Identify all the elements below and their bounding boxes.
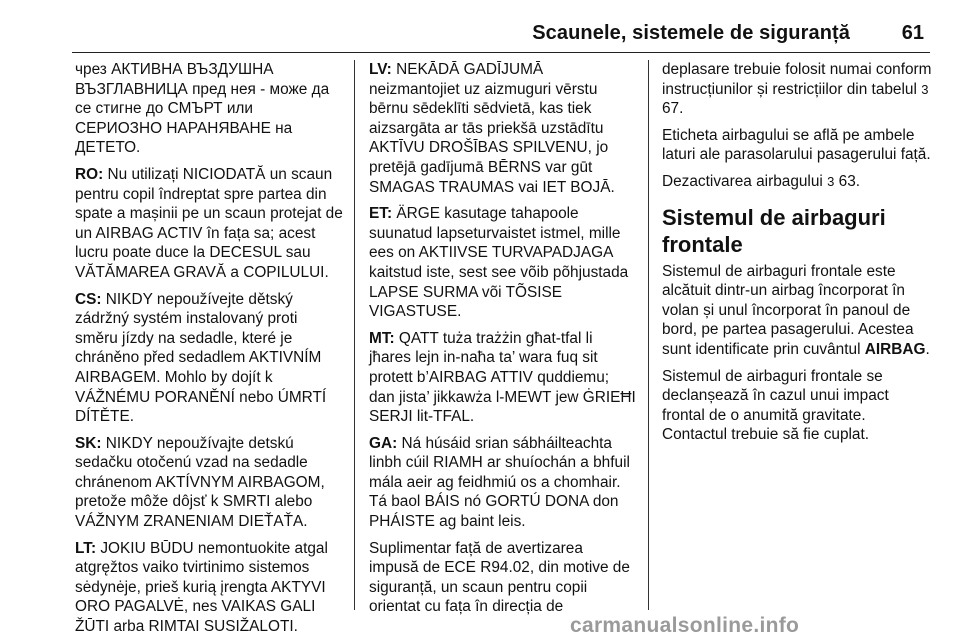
paragraph-mt bbox=[369, 329, 636, 427]
lang-code-mt: MT: bbox=[369, 329, 395, 347]
column-3 bbox=[662, 60, 932, 452]
lang-code-ro: RO: bbox=[75, 165, 104, 183]
paragraph-cs-text: NIKDY nepoužívejte dětský zádržný systém instalovaný proti směru jízdy na sedadle, které je chráněno před sedadlem AKTIVNÍM AIRBAGEM. Mohlo by dojít k VÁŽNÉMU PORANĚNÍ nebo ÚMRTÍ DÍTĚTE. bbox=[75, 290, 327, 426]
lang-code-lt: LT: bbox=[75, 539, 97, 557]
paragraph-sk bbox=[75, 434, 343, 532]
paragraph-system bbox=[662, 262, 932, 360]
paragraph-deploy: Sistemul de airbaguri frontale se declanșează în cazul unui impact frontal de o anumită gravitate. Contactul trebuie să fie cuplat. bbox=[662, 367, 889, 444]
column-divider-1 bbox=[354, 60, 355, 610]
airbag-word: AIRBAG bbox=[864, 340, 926, 358]
column-1 bbox=[75, 60, 343, 644]
system-text: Sistemul de airbaguri frontale este alcătuit dintr-un airbag încorporat în volan și unul încorporat în panoul de bord, pe partea pasagerului. Acestea sunt identificate prin cuvântul bbox=[662, 262, 914, 358]
paragraph-ga bbox=[369, 434, 636, 532]
paragraph-sk-text: NIKDY nepoužívajte detskú sedačku otočenú vzad na sedadle chránenom AKTÍVNYM AIRBAGOM, pretože môže dôjsť k SMRTI alebo VÁŽNYM ZRANENIAM DIEŤAŤA. bbox=[75, 434, 325, 531]
deactivation-text: Dezactivarea airbagului bbox=[662, 172, 823, 190]
page-ref-icon: 3 bbox=[921, 81, 929, 97]
paragraph-lv bbox=[369, 60, 636, 197]
paragraph-label: Eticheta airbagului se află pe ambele laturi ale parasolarului pasagerului față. bbox=[662, 126, 931, 164]
column-2 bbox=[369, 60, 636, 624]
lang-code-et: ET: bbox=[369, 205, 393, 223]
page-number: 61 bbox=[901, 22, 924, 44]
table-ref-text: deplasare trebuie folosit numai conform instrucțiunilor și restricțiilor din tabelul bbox=[662, 61, 932, 98]
paragraph-supplement: Suplimentar față de avertizarea impusă de ECE R94.02, din motive de siguranță, un scaun pentru copii orientat cu fața în direcția de bbox=[369, 539, 630, 616]
paragraph-mt-text: QATT tuża trażżin għat-tfal li jħares lejn in-naħa ta’ wara fuq sit protett b’AIRBAG ATTIV quddiemu; dan jista’ jikkawża l-MEWT jew ĠRIEĦI SERJI lit-TFAL. bbox=[369, 329, 636, 426]
system-text-end: . bbox=[925, 340, 930, 358]
lang-code-lv: LV: bbox=[369, 61, 392, 78]
paragraph-lt-text: JOKIU BŪDU nemontuokite atgal atgręžtos vaiko tvirtinimo sistemos sėdynėje, prieš kurią įrengta AKTYVI ORO PAGALVĖ, nes VAIKAS GALI ŽŪTI arba RIMTAI SUSIŽALOTI. bbox=[75, 539, 328, 636]
table-ref-page[interactable]: 67. bbox=[662, 100, 684, 118]
paragraph-ga-text: Ná húsáid srian sábháilteachta linbh cúil RIAMH ar shuíochán a bhfuil mála aeir ag feidhmiú os a chomhair. Tá baol BÁIS nó GORTÚ DONA don PHÁISTE ag baint leis. bbox=[369, 434, 630, 531]
paragraph-lt bbox=[75, 539, 343, 637]
lang-code-ga: GA: bbox=[369, 434, 398, 452]
page-header bbox=[72, 22, 930, 52]
paragraph-ro-text: Nu utilizați NICIODATĂ un scaun pentru copil îndreptat spre partea din spate a mașinii pe un scaun protejat de un AIRBAG ACTIV în fața sa; acest lucru poate duce la DECESUL sau VĂTĂMAREA GRAVĂ a COPILULUI. bbox=[75, 165, 343, 281]
paragraph-et bbox=[369, 204, 636, 322]
paragraph-bg: чрез АКТИВНА ВЪЗДУШНА ВЪЗГЛАВНИЦА пред нея - може да се стигне до СМЪРТ или СЕРИОЗНО НАРАНЯВАНЕ на ДЕТЕТО. bbox=[75, 61, 330, 157]
lang-code-cs: CS: bbox=[75, 290, 102, 308]
section-heading: Sistemul de airbaguri frontale bbox=[662, 204, 886, 257]
paragraph-ro bbox=[75, 165, 343, 283]
column-divider-2 bbox=[648, 60, 649, 610]
page-ref-icon: 3 bbox=[827, 173, 835, 189]
paragraph-table-ref bbox=[662, 60, 932, 119]
watermark: carmanualsonline.info bbox=[570, 614, 800, 637]
page-title: Scaunele, sistemele de siguranță bbox=[532, 22, 850, 44]
paragraph-lv-text: NEKĀDĀ GADĪJUMĀ neizmantojiet uz aizmuguri vērstu bērnu sēdeklīti sēdvietā, kas tiek aizsargāta ar tās priekšā uzstādītu AKTĪVU DROŠĪBAS SPILVENU, jo pretējā gadījumā BĒRNS var gūt SMAGAS TRAUMAS vai IET BOJĀ. bbox=[369, 61, 615, 196]
paragraph-cs bbox=[75, 290, 343, 427]
header-divider bbox=[72, 52, 930, 53]
deactivation-page[interactable]: 63. bbox=[838, 172, 861, 190]
paragraph-et-text: ÄRGE kasutage tahapoole suunatud lapseturvaistet istmel, mille ees on AKTIIVSE TURVAPADJAGA kaitstud iste, sest see võib põhjustada LAPSE SURMA või TÕSISE VIGASTUSE. bbox=[369, 205, 629, 321]
paragraph-deactivation bbox=[662, 172, 932, 192]
lang-code-sk: SK: bbox=[75, 434, 102, 452]
